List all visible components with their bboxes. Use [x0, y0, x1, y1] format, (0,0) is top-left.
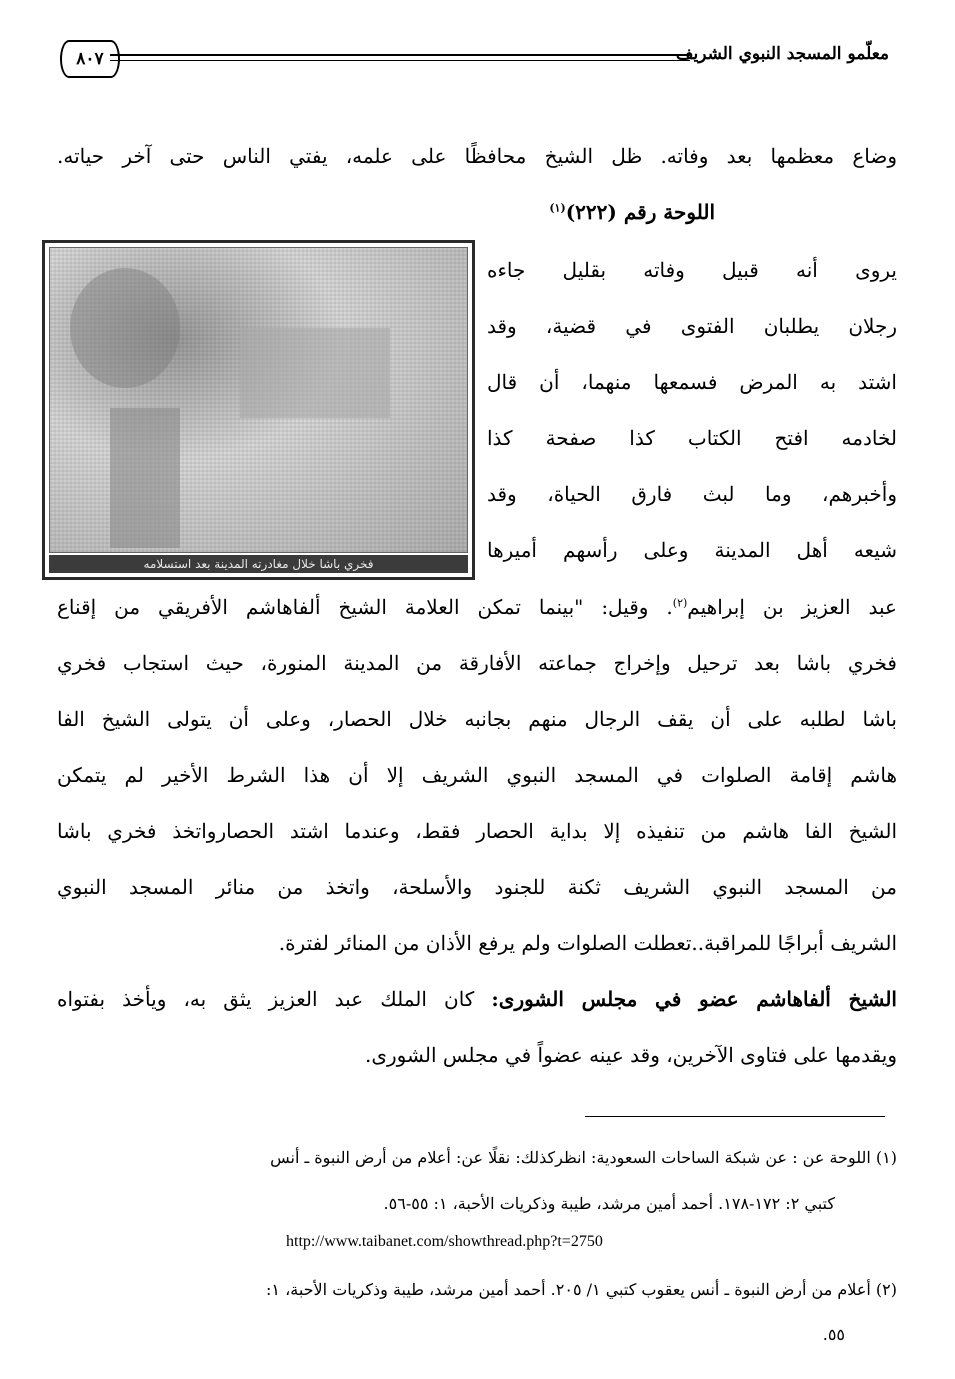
footnote-2: (٢) أعلام من أرض النبوة ـ أنس يعقوب كتبي ١/ ٢٠٥. أحمد أمين مرشد، طيبة وذكريات الأحبة، ١:	[266, 1280, 897, 1299]
body-line: فخري باشا بعد ترحيل وإخراج جماعته الأفارقة من المدينة المنورة، حيث استجاب فخري	[57, 651, 897, 675]
body-line: باشا لطلبه على أن يقف الرجال منهم بجانبه خلال الحصار، وعلى أن يتولى الشيخ الفا	[57, 707, 897, 731]
footnote-2-continued: ٥٥.	[822, 1325, 845, 1344]
body-line: يروى أنه قبيل وفاته بقليل جاءه	[487, 258, 897, 282]
body-line: لخادمه افتح الكتاب كذا صفحة كذا	[487, 426, 897, 450]
plate-label	[549, 197, 715, 227]
photo-caption: فخري باشا خلال مغادرته المدينة بعد استسلامه	[49, 555, 468, 573]
footnote-1-url: http://www.taibanet.com/showthread.php?t=2750	[286, 1233, 603, 1250]
body-line: اشتد به المرض فسمعها منهما، أن قال	[487, 370, 897, 394]
body-line: عبد العزيز بن إبراهيم$^{(٢)}$. وقيل: "بينما تمكن العلامة الشيخ ألفاهاشم الأفريقي من إقناع	[57, 595, 897, 619]
footnote-ref: (١)	[549, 201, 566, 215]
body-line: وضاع معظمها بعد وفاته. ظل الشيخ محافظًا على علمه، يفتي الناس حتى آخر حياته.	[57, 144, 898, 168]
page-number: ٨٠٧	[60, 40, 120, 78]
body-line: ويقدمها على فتاوى الآخرين، وقد عينه عضواً في مجلس الشورى.	[365, 1043, 897, 1067]
historical-photo	[42, 240, 475, 580]
body-line: الشيخ الفا هاشم من تنفيذه إلا بداية الحصار فقط، وعندما اشتد الحصارواتخذ فخري باشا	[57, 819, 897, 843]
body-line: الشريف أبراجًا للمراقبة..تعطلت الصلوات ولم يرفع الأذان من المنائر لفترة.	[278, 931, 897, 955]
header-rule	[110, 54, 690, 56]
footnote-ref: (٢)	[672, 596, 688, 610]
footnote-1-continued: كتبي ٢: ١٧٢-١٧٨. أحمد أمين مرشد، طيبة وذكريات الأحبة، ١: ٥٥-٥٦.	[383, 1194, 835, 1213]
body-line: شيعه أهل المدينة وعلى رأسهم أميرها	[487, 538, 897, 562]
running-header-title: معلّمو المسجد النبوي الشريف	[675, 44, 889, 64]
body-line: هاشم إقامة الصلوات في المسجد النبوي الشريف إلا أن هذا الشرط الأخير لم يتمكن	[57, 763, 897, 787]
header-rule-thin	[110, 60, 690, 61]
body-line: من المسجد النبوي الشريف ثكنة للجنود والأسلحة، واتخذ من منائر المسجد النبوي	[57, 875, 897, 899]
photo-image	[49, 247, 468, 553]
footnote-separator	[585, 1116, 885, 1117]
body-line: وأخبرهم، وما لبث فارق الحياة، وقد	[487, 482, 897, 506]
body-line: رجلان يطلبان الفتوى في قضية، وقد	[487, 314, 897, 338]
plate-label-text: اللوحة رقم (٢٢٢)	[565, 200, 715, 224]
section-heading: الشيخ ألفاهاشم عضو في مجلس الشورى:	[491, 987, 897, 1011]
footnote-1: (١) اللوحة عن : عن شبكة الساحات السعودية: انظركذلك: نقلًا عن: أعلام من أرض النبوة ـ أنس	[270, 1148, 897, 1167]
section-paragraph: الشيخ ألفاهاشم عضو في مجلس الشورى: كان الملك عبد العزيز يثق به، ويأخذ بفتواه	[57, 987, 897, 1011]
